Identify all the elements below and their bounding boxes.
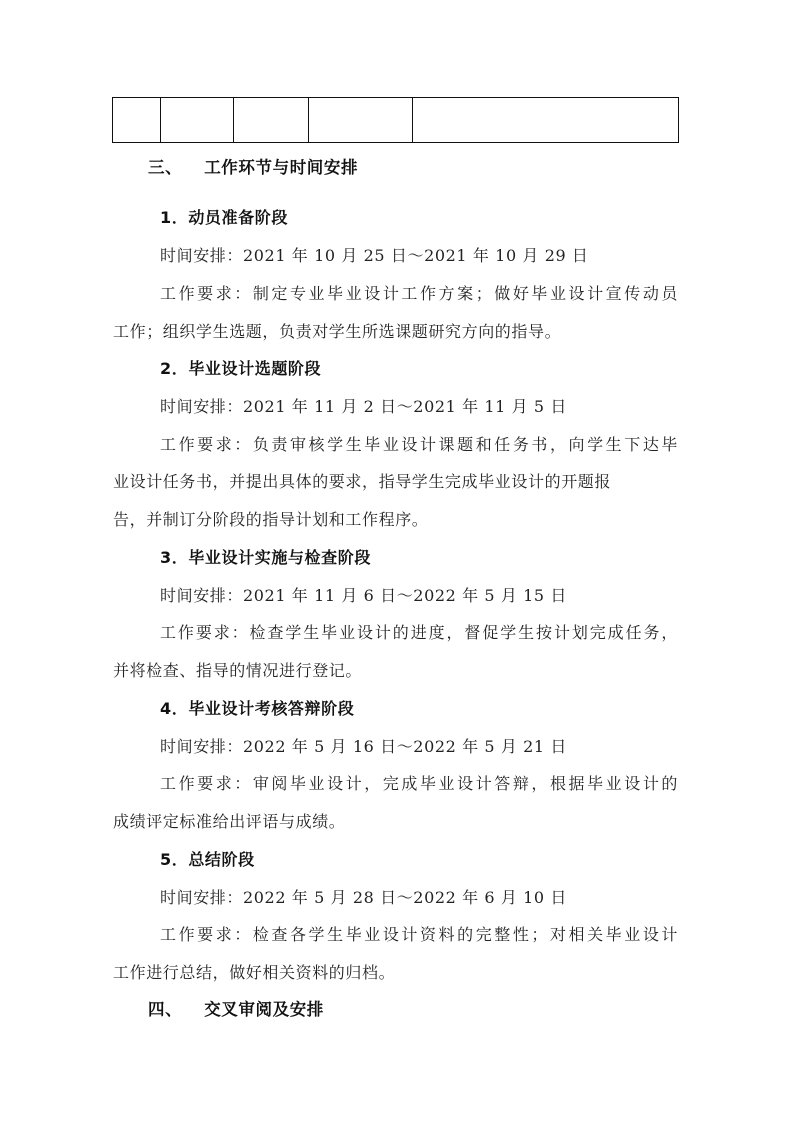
stage-requirement: 工作要求：制定专业毕业设计工作方案；做好毕业设计宣传动员 — [160, 284, 678, 303]
stage-requirement-cont: 并将检查、指导的情况进行登记。 — [113, 661, 363, 680]
stage-heading: 4．毕业设计考核答辩阶段 — [160, 699, 355, 718]
table-row — [113, 98, 679, 143]
table-fragment — [112, 97, 679, 143]
section-number: 四、 — [148, 1000, 183, 1019]
section-heading — [148, 1000, 324, 1020]
stage-requirement-cont: 成绩评定标准给出评语与成绩。 — [113, 812, 346, 831]
stage-time: 时间安排：2021 年 11 月 2 日～2021 年 11 月 5 日 — [160, 397, 567, 416]
stage-heading: 2．毕业设计选题阶段 — [160, 359, 322, 378]
stage-requirement-cont: 告，并制订分阶段的指导计划和工作程序。 — [113, 510, 429, 529]
stage-requirement: 工作要求：检查各学生毕业设计资料的完整性；对相关毕业设计 — [160, 925, 678, 944]
stage-requirement: 工作要求：审阅毕业设计，完成毕业设计答辩，根据毕业设计的 — [160, 774, 678, 793]
stage-time: 时间安排：2021 年 11 月 6 日～2022 年 5 月 15 日 — [160, 586, 567, 605]
stage-requirement-cont: 工作；组织学生选题，负责对学生所选课题研究方向的指导。 — [113, 322, 562, 341]
section-title: 交叉审阅及安排 — [204, 1000, 324, 1019]
table-cell — [309, 98, 413, 143]
section-title: 工作环节与时间安排 — [204, 158, 359, 177]
stage-time: 时间安排：2022 年 5 月 16 日～2022 年 5 月 21 日 — [160, 737, 567, 756]
table-cell — [234, 98, 309, 143]
stage-heading: 1．动员准备阶段 — [160, 208, 288, 227]
stage-heading: 3．毕业设计实施与检查阶段 — [160, 548, 371, 567]
stage-requirement-cont: 工作进行总结，做好相关资料的归档。 — [113, 963, 396, 982]
table-cell — [113, 98, 161, 143]
table-cell — [413, 98, 679, 143]
section-heading — [148, 158, 358, 178]
table-cell — [161, 98, 234, 143]
stage-requirement-cont: 业设计任务书，并提出具体的要求，指导学生完成毕业设计的开题报 — [113, 472, 612, 491]
stage-time: 时间安排：2022 年 5 月 28 日～2022 年 6 月 10 日 — [160, 888, 567, 907]
stage-requirement: 工作要求：检查学生毕业设计的进度，督促学生按计划完成任务， — [160, 623, 678, 642]
stage-heading: 5．总结阶段 — [160, 850, 255, 869]
stage-requirement: 工作要求：负责审核学生毕业设计课题和任务书，向学生下达毕 — [160, 435, 678, 454]
section-number: 三、 — [148, 158, 183, 177]
stage-time: 时间安排：2021 年 10 月 25 日～2021 年 10 月 29 日 — [160, 246, 589, 265]
